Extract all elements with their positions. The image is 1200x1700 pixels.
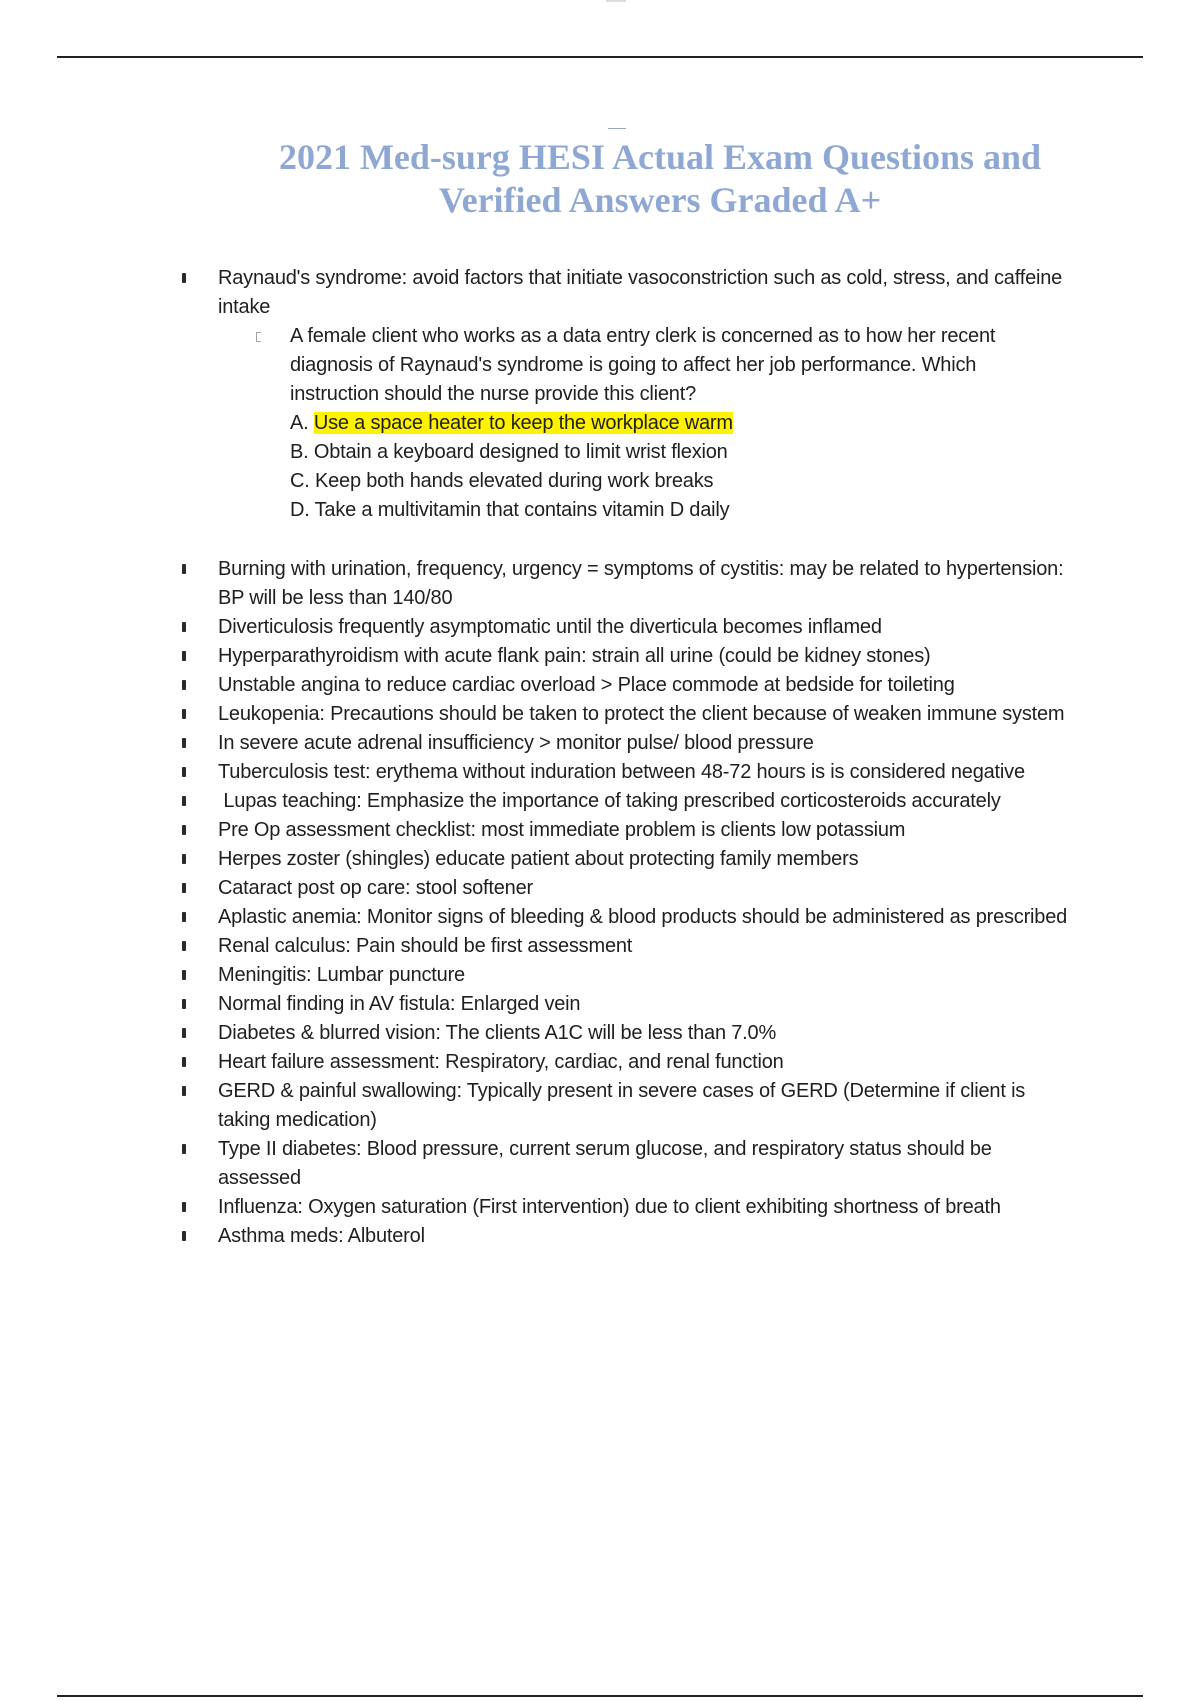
answer-option-b bbox=[290, 438, 1070, 467]
bullet-icon bbox=[182, 273, 186, 283]
highlighted-answer: Use a space heater to keep the workplace warm bbox=[313, 412, 733, 434]
practice-question bbox=[290, 322, 1070, 525]
question-stem: A female client who works as a data entry clerk is concerned as to how her recent diagnosis of Raynaud's syndrome is going to affect her job performance. Which instruction should the nurse provide this client? bbox=[290, 325, 996, 405]
title-dash bbox=[608, 128, 626, 129]
option-letter: A. bbox=[290, 412, 309, 434]
list-item-text: Diverticulosis frequently asymptomatic until the diverticula becomes inflamed bbox=[218, 616, 882, 638]
list-item-text: Type II diabetes: Blood pressure, current serum glucose, and respiratory status should be assessed bbox=[218, 1138, 992, 1189]
list-item-text: Pre Op assessment checklist: most immediate problem is clients low potassium bbox=[218, 819, 906, 841]
bullet-icon bbox=[182, 796, 186, 806]
bullet-icon bbox=[182, 1202, 186, 1212]
list-item-text: Influenza: Oxygen saturation (First intervention) due to client exhibiting shortness of breath bbox=[218, 1196, 1001, 1218]
list-item bbox=[0, 787, 1068, 816]
option-letter: C. bbox=[290, 470, 310, 492]
list-item-raynauds bbox=[0, 264, 1068, 525]
bullet-icon bbox=[182, 1086, 186, 1096]
list-item-text: In severe acute adrenal insufficiency > monitor pulse/ blood pressure bbox=[218, 732, 814, 754]
list-item-text: Aplastic anemia: Monitor signs of bleeding & blood products should be administered as prescribed bbox=[218, 906, 1068, 928]
list-item-text: Herpes zoster (shingles) educate patient about protecting family members bbox=[218, 848, 859, 870]
list-item-text: Asthma meds: Albuterol bbox=[218, 1225, 425, 1247]
bullet-icon bbox=[182, 912, 186, 922]
bullet-icon bbox=[182, 1057, 186, 1067]
bullet-icon bbox=[182, 767, 186, 777]
list-item bbox=[0, 758, 1068, 787]
option-text: Take a multivitamin that contains vitamin D daily bbox=[314, 499, 730, 521]
bullet-icon bbox=[182, 883, 186, 893]
bullet-icon bbox=[182, 651, 186, 661]
option-text: Keep both hands elevated during work breaks bbox=[314, 470, 714, 492]
title-line-1: 2021 Med-surg HESI Actual Exam Questions and bbox=[278, 137, 1042, 177]
document-body bbox=[0, 264, 1200, 1251]
bullet-icon bbox=[182, 738, 186, 748]
bullet-icon bbox=[182, 825, 186, 835]
footer-rule bbox=[57, 1695, 1143, 1697]
bullet-icon bbox=[182, 564, 186, 574]
list-item-text: Lupas teaching: Emphasize the importance of taking prescribed corticosteroids accurately bbox=[218, 790, 1001, 812]
list-item-text: Normal finding in AV fistula: Enlarged vein bbox=[218, 993, 581, 1015]
list-item bbox=[0, 1077, 1068, 1135]
list-item bbox=[0, 990, 1068, 1019]
bullet-icon bbox=[182, 1028, 186, 1038]
list-spacer bbox=[0, 525, 1200, 555]
list-item bbox=[0, 961, 1068, 990]
list-item-text: GERD & painful swallowing: Typically present in severe cases of GERD (Determine if client is taking medication) bbox=[218, 1080, 1026, 1131]
list-item bbox=[0, 1048, 1068, 1077]
list-item-text: Renal calculus: Pain should be first assessment bbox=[218, 935, 633, 957]
list-item bbox=[0, 1019, 1068, 1048]
answer-option-d bbox=[290, 496, 1070, 525]
list-item bbox=[0, 1222, 1068, 1251]
list-item-text: Meningitis: Lumbar puncture bbox=[218, 964, 465, 986]
bullet-icon bbox=[182, 999, 186, 1009]
bullet-icon bbox=[182, 709, 186, 719]
list-item bbox=[0, 903, 1068, 932]
list-item bbox=[0, 1135, 1068, 1193]
bullet-icon bbox=[182, 680, 186, 690]
list-item bbox=[0, 700, 1068, 729]
list-item-text: Raynaud's syndrome: avoid factors that initiate vasoconstriction such as cold, stress, and caffeine intake bbox=[218, 267, 1063, 318]
list-item bbox=[0, 729, 1068, 758]
list-item bbox=[0, 1193, 1068, 1222]
list-item-text: Burning with urination, frequency, urgency = symptoms of cystitis: may be related to hypertension: BP will be less than 140/80 bbox=[218, 558, 1064, 609]
page-top-mark bbox=[606, 0, 626, 2]
list-item-text: Heart failure assessment: Respiratory, cardiac, and renal function bbox=[218, 1051, 784, 1073]
document-title bbox=[230, 136, 1090, 222]
option-text: Obtain a keyboard designed to limit wrist flexion bbox=[313, 441, 728, 463]
list-item-text: Hyperparathyroidism with acute flank pain: strain all urine (could be kidney stones) bbox=[218, 645, 931, 667]
list-item-text: Diabetes & blurred vision: The clients A1C will be less than 7.0% bbox=[218, 1022, 777, 1044]
list-item bbox=[0, 642, 1068, 671]
list-item-text: Unstable angina to reduce cardiac overload > Place commode at bedside for toileting bbox=[218, 674, 955, 696]
notes-list bbox=[0, 264, 1200, 1251]
bullet-icon bbox=[182, 1231, 186, 1241]
title-line-2: Verified Answers Graded A+ bbox=[438, 180, 882, 220]
list-item bbox=[0, 555, 1068, 613]
list-item-text: Cataract post op care: stool softener bbox=[218, 877, 533, 899]
bullet-icon bbox=[182, 1144, 186, 1154]
answer-option-c bbox=[290, 467, 1070, 496]
list-item-text: Tuberculosis test: erythema without induration between 48-72 hours is is considered negative bbox=[218, 761, 1025, 783]
option-letter: D. bbox=[290, 499, 310, 521]
bullet-icon bbox=[182, 941, 186, 951]
bullet-icon bbox=[182, 854, 186, 864]
bullet-icon bbox=[182, 622, 186, 632]
list-item bbox=[0, 613, 1068, 642]
list-item bbox=[0, 671, 1068, 700]
header-rule bbox=[57, 56, 1143, 58]
option-letter: B. bbox=[290, 441, 309, 463]
list-item bbox=[0, 816, 1068, 845]
bullet-icon bbox=[182, 970, 186, 980]
sub-bullet-icon bbox=[256, 332, 261, 342]
list-item-text: Leukopenia: Precautions should be taken to protect the client because of weaken immune system bbox=[218, 703, 1065, 725]
list-item bbox=[0, 932, 1068, 961]
list-item bbox=[0, 874, 1068, 903]
answer-option-a bbox=[290, 409, 1070, 438]
list-item bbox=[0, 845, 1068, 874]
